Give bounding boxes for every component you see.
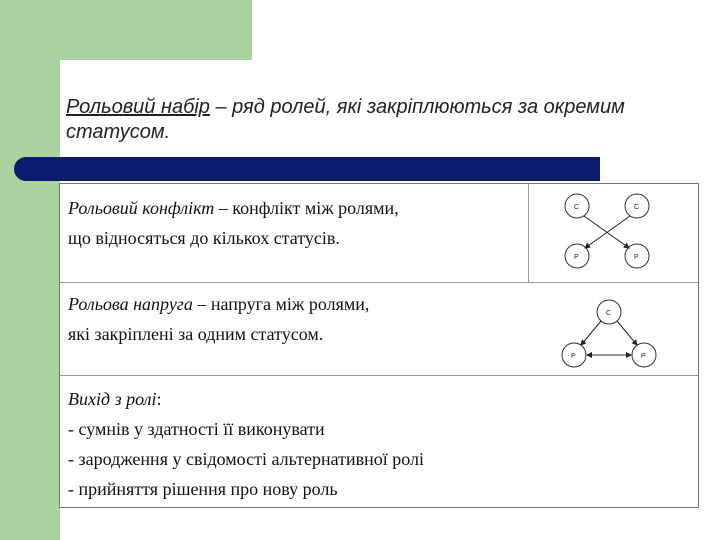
role-exit-item-3: - прийняття рішення про нову роль [68, 479, 338, 499]
role-strain-text [68, 289, 369, 349]
top-green-band [0, 0, 252, 60]
role-exit-term: Вихід з ролі [68, 389, 157, 409]
table-row-role-exit [60, 376, 698, 508]
strain-role-label-1: Р [571, 353, 576, 360]
role-strain-diagram [555, 298, 665, 376]
role-label-1: Р [574, 254, 579, 261]
title-term: Рольовий набір [66, 96, 210, 118]
role-conflict-line-2: що відносяться до кількох статусів. [68, 228, 340, 248]
role-strain-term: Рольова напруга [68, 294, 193, 314]
role-strain-line-2: які закріплені за одним статусом. [68, 324, 324, 344]
role-exit-item-2: - зародження у свідомості альтернативної ролі [68, 449, 425, 469]
role-conflict-term: Рольовий конфлікт [68, 198, 215, 218]
conflict-arrow-2 [585, 216, 630, 248]
role-strain-line-1: – напруга між ролями, [192, 294, 370, 314]
role-conflict-text [68, 193, 399, 253]
cell-divider [528, 184, 529, 283]
role-exit-colon: : [156, 389, 162, 409]
role-exit-text [68, 384, 424, 504]
strain-arrow-left [581, 321, 601, 345]
role-conflict-diagram [550, 188, 670, 276]
role-conflict-line-1: – конфлікт між ролями, [214, 198, 399, 218]
concepts-table [59, 183, 699, 508]
strain-status-label: С [606, 310, 612, 317]
divider-bar [14, 157, 600, 181]
role-exit-item-1: - сумнів у здатності її виконувати [68, 419, 325, 439]
role-label-2: Р [634, 254, 639, 261]
title-definition: – ряд ролей, які закріплюються за окремим статусом. [66, 96, 625, 143]
conflict-arrow-1 [584, 216, 629, 248]
slide-title [66, 95, 706, 145]
table-row-role-conflict [60, 184, 698, 283]
left-green-band [0, 0, 60, 540]
status-label-1: С [574, 204, 580, 211]
strain-arrow-right [617, 321, 637, 345]
status-label-2: С [634, 204, 640, 211]
strain-role-label-2: Р [641, 353, 646, 360]
table-row-role-strain [60, 283, 698, 376]
